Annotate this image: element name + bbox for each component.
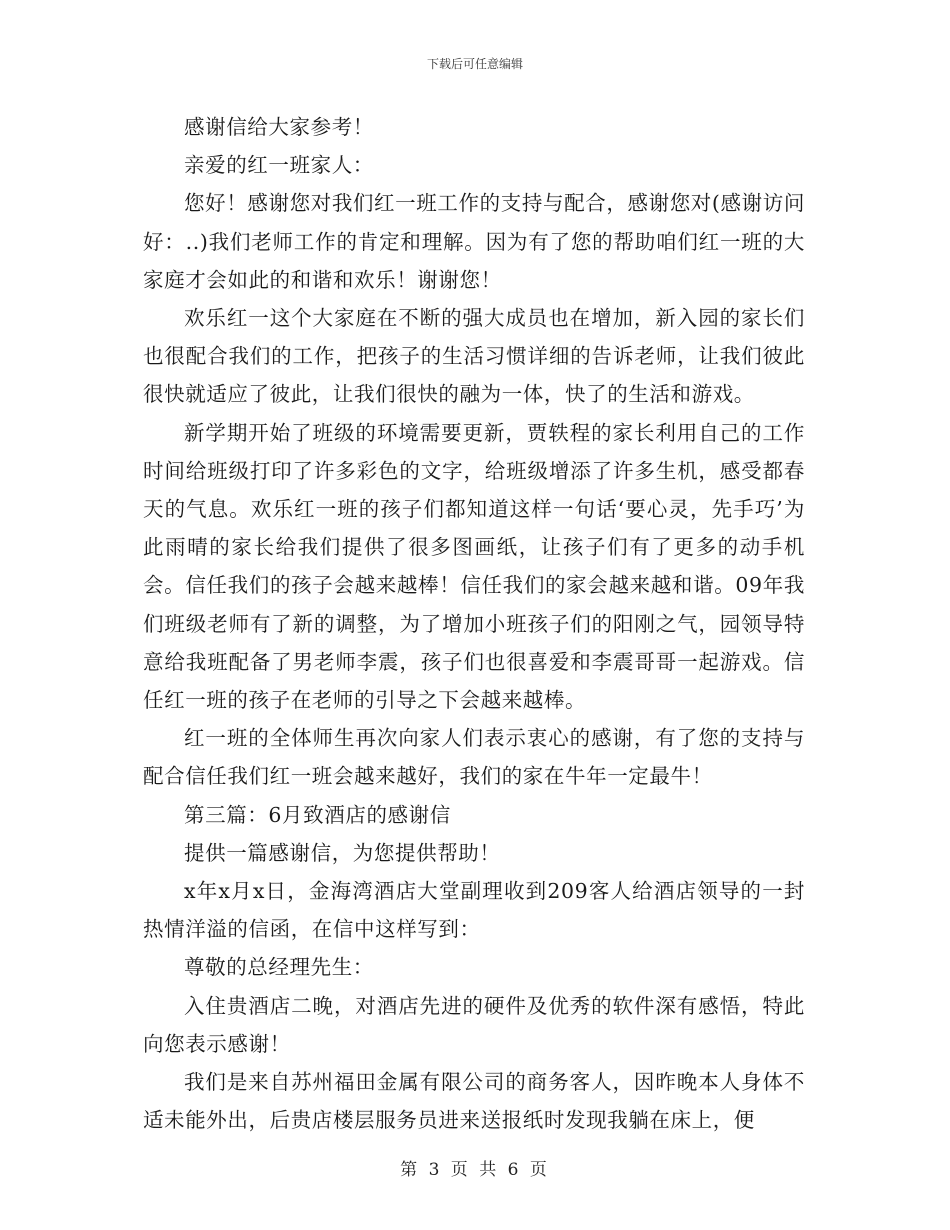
paragraph-guest: 我们是来自苏州福田金属有限公司的商务客人，因昨晚本人身体不适未能外出，后贵店楼层服务员进来送报纸时发现我躺在床上，便 [143, 1070, 805, 1133]
paragraph-letter-received: x年x月x日，金海湾酒店大堂副理收到209客人给酒店领导的一封热情洋溢的信函，在信中这样写到： [143, 879, 805, 942]
page-header: 下载后可任意编辑 [426, 57, 523, 71]
paragraph-intro: 感谢信给大家参考！ [184, 115, 374, 139]
paragraph-thanks: 您好！感谢您对我们红一班工作的支持与配合，感谢您对(感谢访问好：..)我们老师工作的肯定和理解。因为有了您的帮助咱们红一班的大家庭才会如此的和谐和欢乐！谢谢您！ [143, 191, 805, 292]
page-footer: 第 3 页 共 6 页 [400, 1160, 550, 1180]
paragraph-dear-manager: 尊敬的总经理先生： [184, 955, 374, 980]
paragraph-offer: 提供一篇感谢信，为您提供帮助！ [184, 840, 501, 865]
paragraph-family: 欢乐红一这个大家庭在不断的强大成员也在增加，新入园的家长们也很配合我们的工作，把孩子的生活习惯详细的告诉老师，让我们彼此很快就适应了彼此，让我们很快的融为一体，快了的生活和游戏。 [143, 306, 805, 407]
document-body [143, 108, 805, 1139]
section-heading: 第三篇：6月致酒店的感谢信 [184, 802, 451, 827]
paragraph-semester: 新学期开始了班级的环境需要更新，贾轶程的家长利用自己的工作时间给班级打印了许多彩色的文字，给班级增添了许多生机，感受都春天的气息。欢乐红一班的孩子们都知道这样一句话‘要心灵，先手巧’为此雨晴的家长给我们提供了很多图画纸，让孩子们有了更多的动手机会。信任我们的孩子会越来越棒！信任我们的家会越来越和谐。09年我们班级老师有了新的调整，为了增加小班孩子们的阳刚之气，园领导特意给我班配备了男老师李震，孩子们也很喜爱和李震哥哥一起游戏。信任红一班的孩子在老师的引导之下会越来越棒。 [143, 420, 805, 713]
paragraph-closing: 红一班的全体师生再次向家人们表示衷心的感谢，有了您的支持与配合信任我们红一班会越来越好，我们的家在牛年一定最牛！ [143, 726, 805, 789]
paragraph-salutation: 亲爱的红一班家人： [184, 153, 374, 178]
paragraph-stay: 入住贵酒店二晚，对酒店先进的硬件及优秀的软件深有感悟，特此向您表示感谢！ [143, 993, 805, 1056]
